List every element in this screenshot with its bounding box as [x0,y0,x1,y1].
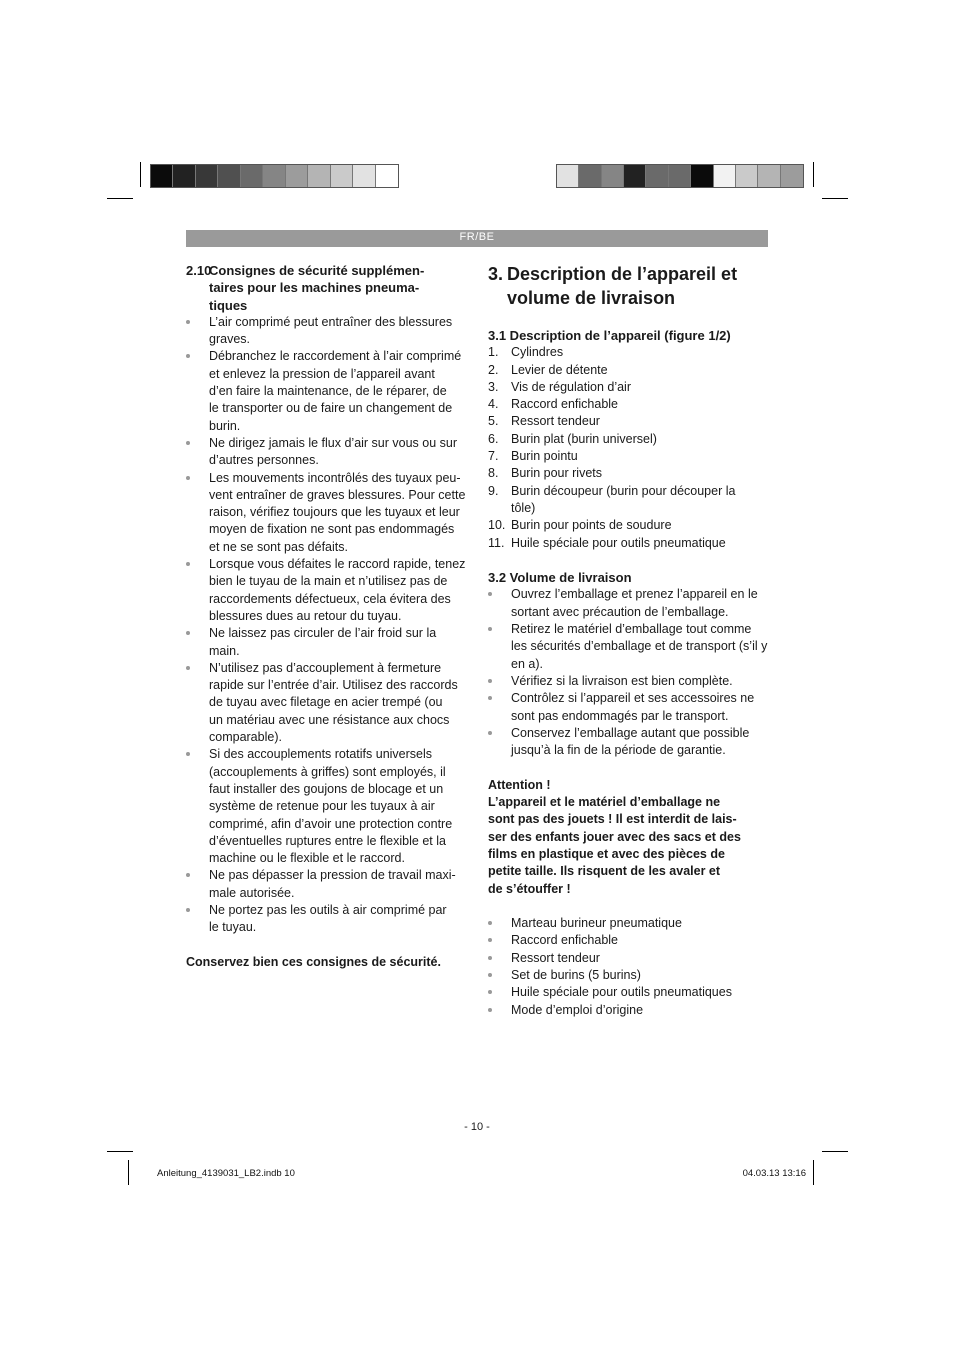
color-swatch [308,165,330,187]
item-number: 6. [488,431,499,446]
list-item [488,725,770,760]
text-line: sont pas des jouets ! Il est interdit de lais- [488,812,737,827]
color-bar-right [556,164,804,188]
list-item [186,746,468,867]
footer-file-name: Anleitung_4139031_LB2.indb 10 [157,1168,295,1179]
text-line: d’en faire la maintenance, de le réparer, de [209,384,447,399]
text-line: sortant avec précaution de l’emballage. [511,604,729,619]
text-line: jusqu’à la fin de la période de garantie. [511,743,726,758]
page-number: - 10 - [464,1121,490,1133]
text-line: Si des accouplements rotatifs universels [209,747,433,762]
text-line: de s’étouffer ! [488,881,571,896]
section-title [209,262,424,314]
text-line: comparable). [209,730,282,745]
text-line: machine ou le flexible et le raccord. [209,851,405,866]
color-swatch [218,165,240,187]
text-line: Burin plat (burin universel) [511,431,657,446]
list-item [488,413,770,430]
text-line: main. [209,643,240,658]
crop-mark [140,162,141,187]
color-bar-left [150,164,399,188]
text-line: raison, vérifiez toujours que les tuyaux et leur [209,505,460,520]
list-item: Huile spéciale pour outils pneumatiques [488,984,770,1001]
color-swatch [376,165,398,187]
text-line: bien le tuyau de la main et n’utilisez pas de [209,574,448,589]
color-swatch [331,165,353,187]
color-swatch [151,165,173,187]
text-line: Ne pas dépasser la pression de travail maxi- [209,868,456,883]
color-swatch [669,165,691,187]
delivery-steps-list [488,586,770,759]
parts-list [488,344,770,552]
subsection-title: 3.2 Volume de livraison [488,570,632,586]
list-item [488,673,770,690]
color-swatch [736,165,758,187]
text-line: sont pas endommagés par le transport. [511,708,729,723]
text-line: Vis de régulation d’air [511,379,631,394]
text-line: blessures dues au retour du tuyau. [209,608,402,623]
chapter-title-line: Description de l’appareil et [507,264,738,284]
section-heading [186,262,468,314]
crop-mark [107,1151,133,1152]
text-line: en a). [511,656,543,671]
list-item: Mode d’emploi d’origine [488,1002,770,1019]
text-line: Burin pour points de soudure [511,518,672,533]
text-line: système de retenue pour les tuyaux à air [209,799,435,814]
text-line: Attention ! [488,777,551,792]
delivery-contents-list [488,915,770,1019]
crop-mark [107,198,133,199]
item-number: 5. [488,414,499,429]
text-line: graves. [209,332,250,347]
list-item [488,431,770,448]
list-item [186,902,468,937]
footer-date: 04.03.13 13:16 [742,1168,806,1179]
text-line: le transporter ou de faire un changement de [209,401,453,416]
subsection-title: 3.1 Description de l’appareil (figure 1/2) [488,328,731,343]
text-line: (accouplements à griffes) sont employés, il [209,764,446,779]
list-item: Raccord enfichable [488,932,770,949]
list-item [488,483,770,518]
text-line: Vérifiez si la livraison est bien complète. [511,673,733,688]
text-line: Ressort tendeur [511,414,600,429]
color-swatch [286,165,308,187]
list-item [488,517,770,534]
item-number: 7. [488,449,499,464]
text-line: L’appareil et le matériel d’emballage ne [488,795,721,810]
crop-mark [822,198,848,199]
text-line: Ne laissez pas circuler de l’air froid sur la [209,626,437,641]
text-line: le tuyau. [209,920,257,935]
color-swatch [579,165,601,187]
text-line: Contrôlez si l’appareil et ses accessoires ne [511,691,755,706]
text-line: faut installer des goujons de blocage et un [209,781,444,796]
list-item [488,690,770,725]
text-line: Ne portez pas les outils à air comprimé par [209,902,447,917]
list-item [488,362,770,379]
left-column [186,262,468,971]
text-line: L’air comprimé peut entraîner des blessures [209,314,453,329]
text-line: Retirez le matériel d’emballage tout comme [511,622,752,637]
list-item [186,470,468,556]
language-header-bar [186,230,768,247]
text-line: male autorisée. [209,885,295,900]
text-line: d’autres personnes. [209,453,319,468]
text-line: films en plastique et avec des pièces de [488,846,725,861]
chapter-number: 3. [488,264,504,284]
list-item: Ressort tendeur [488,950,770,967]
text-line: Huile spéciale pour outils pneumatique [511,535,726,550]
right-column [488,262,770,1019]
list-item [186,660,468,746]
crop-mark [813,162,814,187]
item-number: 2. [488,362,499,377]
section-title-line: taires pour les machines pneuma- [209,280,420,296]
color-swatch [353,165,375,187]
text-line: Ouvrez l’emballage et prenez l’appareil en le [511,587,758,602]
text-line: Ne dirigez jamais le flux d’air sur vous ou sur [209,435,458,450]
list-item [186,435,468,470]
item-number: 8. [488,466,499,481]
text-line: vent entraîner de graves blessures. Pour cette [209,487,466,502]
color-swatch [263,165,285,187]
text-line: d’éventuelles ruptures entre le flexible et la [209,833,446,848]
text-line: de tuyau avec filetage en acier trempé (ou [209,695,443,710]
text-line: Burin pointu [511,449,578,464]
color-swatch [714,165,736,187]
list-item [488,465,770,482]
text-line: et ne se sont pas défaits. [209,539,348,554]
crop-mark [813,1160,814,1185]
text-line: raccordements défectueux, cela évitera des [209,591,451,606]
attention-warning [488,777,770,898]
color-swatch [758,165,780,187]
text-line: tôle) [511,500,536,515]
text-line: Levier de détente [511,362,608,377]
text-line: Raccord enfichable [511,397,619,412]
color-swatch [646,165,668,187]
color-swatch [241,165,263,187]
item-number: 1. [488,345,499,360]
item-number: 10. [488,518,506,533]
list-item [488,396,770,413]
safety-list [186,314,468,937]
item-number: 4. [488,397,499,412]
text-line: rapide sur l’entrée d’air. Utilisez des raccords [209,678,458,693]
text-line: burin. [209,418,241,433]
item-number: 3. [488,379,499,394]
chapter-title-line: volume de livraison [507,288,676,308]
text-line: un matériau avec une résistance aux chocs [209,712,450,727]
language-label: FR/BE [459,231,495,243]
list-item [488,448,770,465]
text-line: petite taille. Ils risquent de les avaler et [488,864,721,879]
list-item [488,586,770,621]
list-item [488,621,770,673]
text-line: Les mouvements incontrôlés des tuyaux peu- [209,470,461,485]
list-item [488,535,770,552]
section-number: 2.10 [186,263,212,278]
text-line: Lorsque vous défaites le raccord rapide, tenez [209,557,466,572]
item-number: 11. [488,535,505,550]
section-title-line: Consignes de sécurité supplémen- [209,263,425,278]
list-item [488,379,770,396]
text-line: et enlevez la pression de l’appareil avant [209,366,435,381]
list-item: Marteau burineur pneumatique [488,915,770,932]
crop-mark [822,1151,848,1152]
color-swatch [196,165,218,187]
list-item [186,625,468,660]
text-line: Débranchez le raccordement à l’air comprimé [209,349,462,364]
crop-mark [128,1160,129,1185]
list-item [186,348,468,434]
text-line: Conservez l’emballage autant que possible [511,725,750,740]
text-line: Burin découpeur (burin pour découper la [511,483,736,498]
chapter-title [507,262,737,310]
text-line: ser des enfants jouer avec des sacs et des [488,829,741,844]
list-item [186,867,468,902]
color-swatch [602,165,624,187]
list-item [488,344,770,361]
chapter-heading [488,262,770,310]
text-line: N’utilisez pas d’accouplement à fermeture [209,660,442,675]
text-line: les sécurités d’emballage et de transport (s’il y [511,639,768,654]
text-line: Burin pour rivets [511,466,603,481]
item-number: 9. [488,483,499,498]
text-line: Cylindres [511,345,564,360]
list-item [186,556,468,625]
section-title-line: tiques [209,297,248,313]
text-line: moyen de fixation ne sont pas endommagés [209,522,455,537]
text-line: comprimé, afin d’avoir une protection contre [209,816,453,831]
color-swatch [624,165,646,187]
color-swatch [691,165,713,187]
color-swatch [781,165,803,187]
color-swatch [173,165,195,187]
color-swatch [557,165,579,187]
list-item [186,314,468,349]
list-item: Set de burins (5 burins) [488,967,770,984]
closing-note: Conservez bien ces consignes de sécurité. [186,954,441,969]
